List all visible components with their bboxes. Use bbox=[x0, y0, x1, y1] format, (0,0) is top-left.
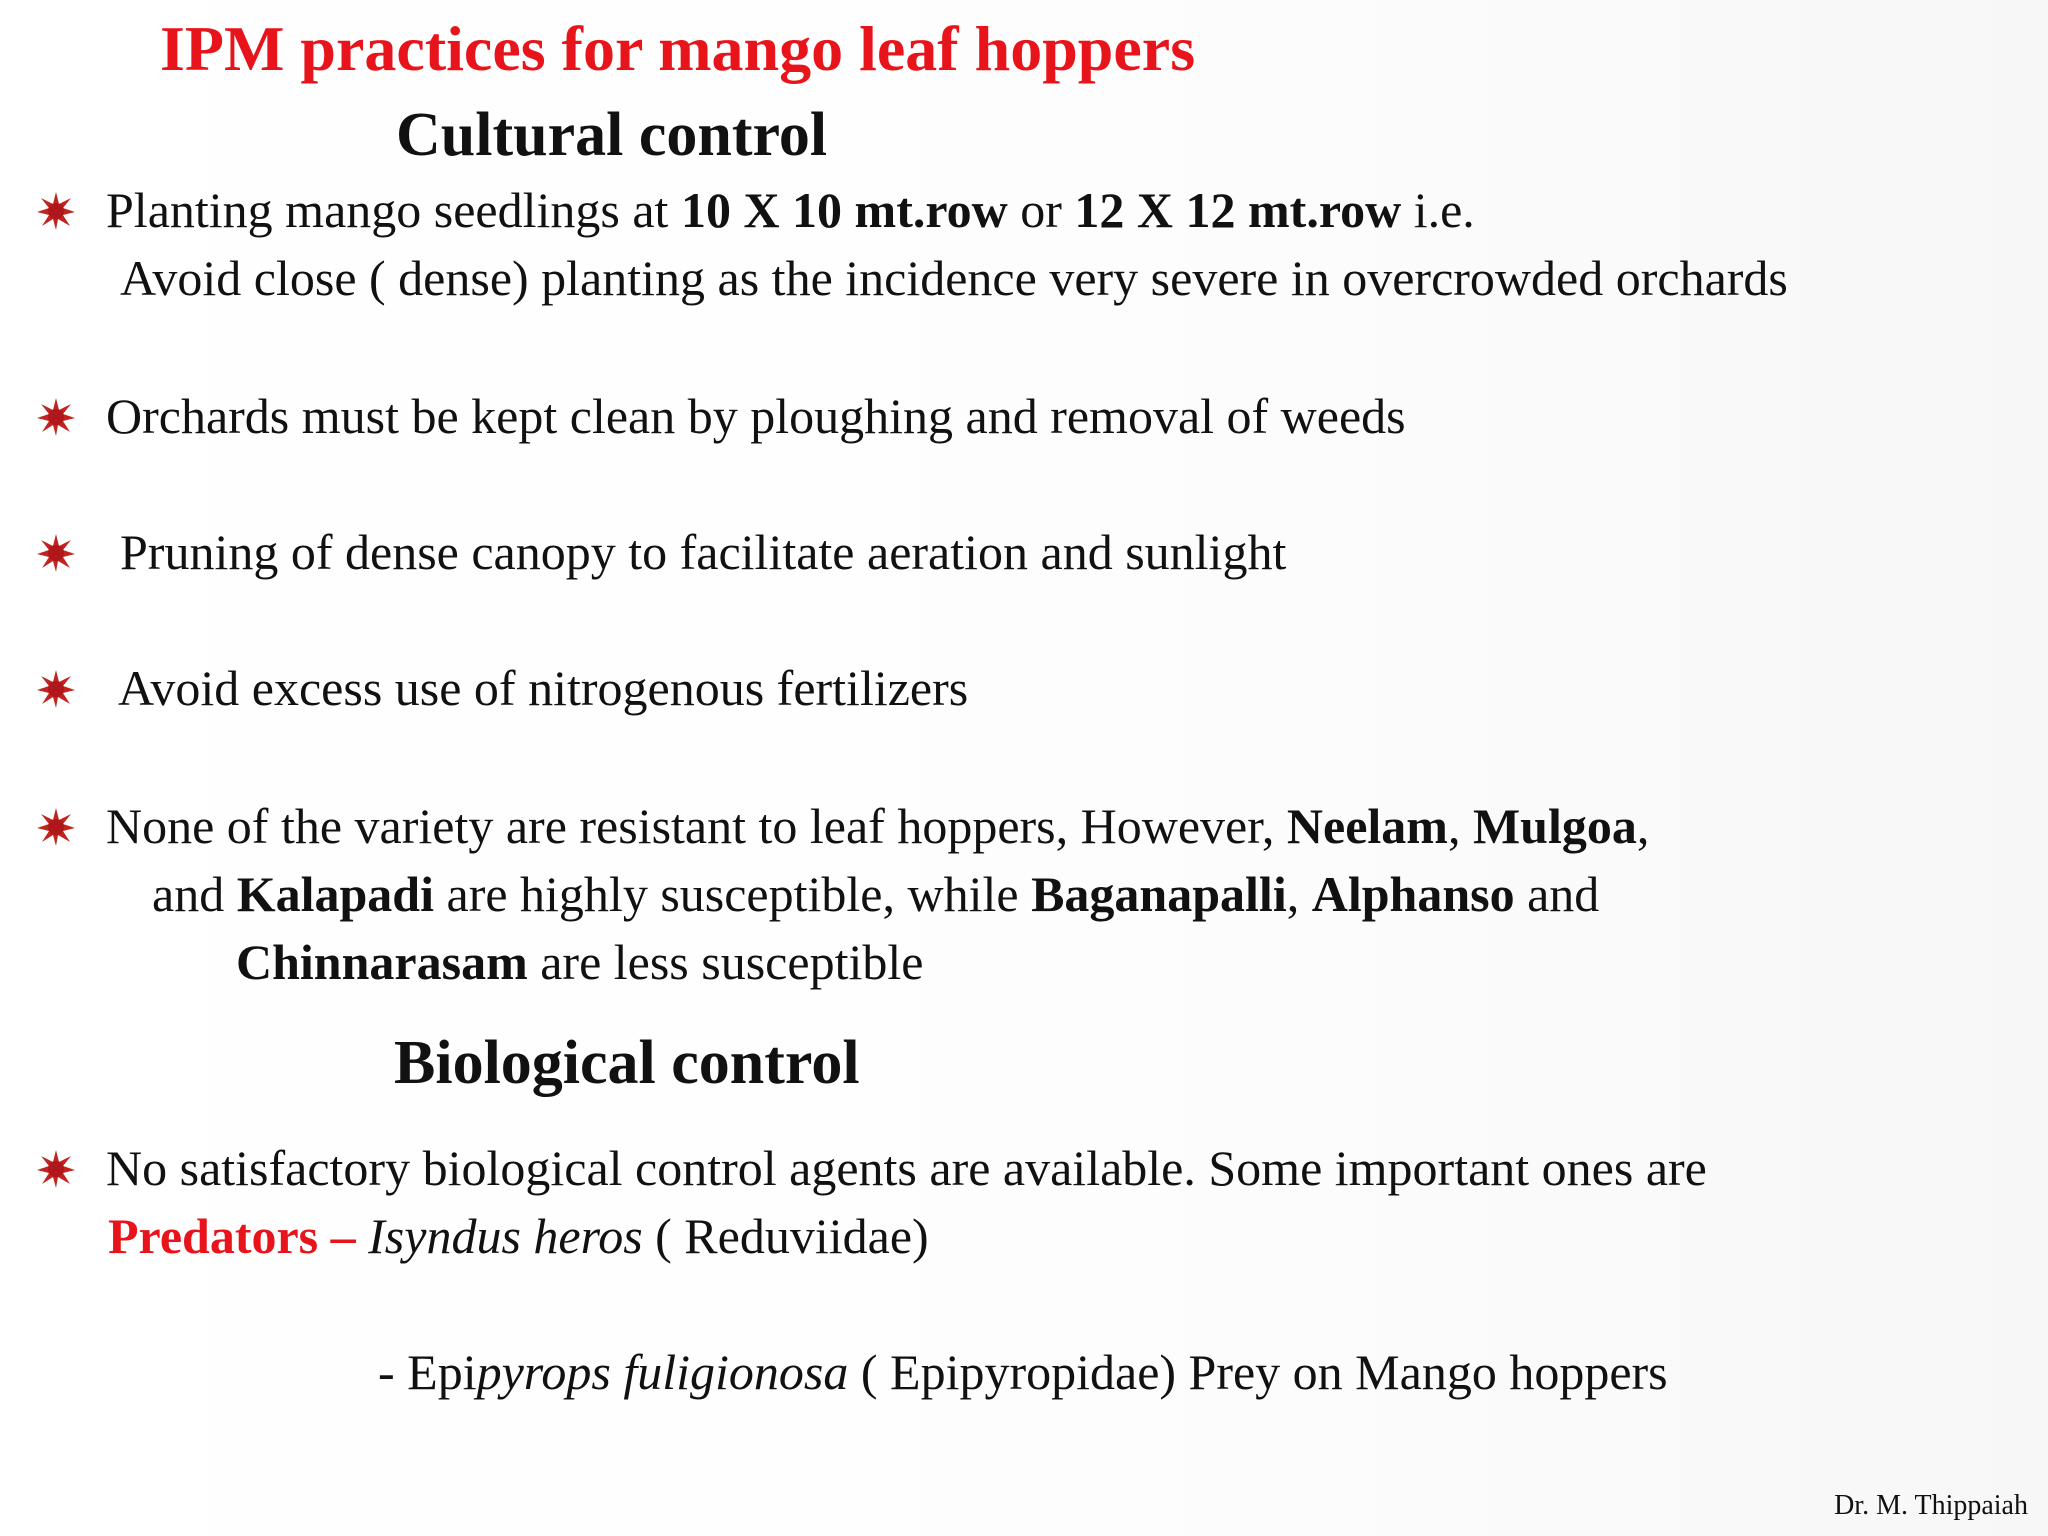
bullet-5-line-3: Chinnarasam are less susceptible bbox=[236, 934, 924, 990]
red-star-bullet-icon bbox=[36, 668, 76, 708]
slide-title: IPM practices for mango leaf hoppers bbox=[160, 13, 1196, 84]
bullet-4-text: Avoid excess use of nitrogenous fertilizers bbox=[118, 660, 969, 716]
bullet-3-text: Pruning of dense canopy to facilitate aeration and sunlight bbox=[120, 524, 1287, 580]
red-star-bullet-icon bbox=[36, 532, 76, 572]
bullet-6-line-1: No satisfactory biological control agents are available. Some important ones are bbox=[106, 1140, 1707, 1196]
bullet-6-line-3: - Epipyrops fuligionosa ( Epipyropidae) Prey on Mango hoppers bbox=[378, 1344, 1668, 1400]
red-star-bullet-icon bbox=[36, 1148, 76, 1188]
bullet-1-line-2: Avoid close ( dense) planting as the incidence very severe in overcrowded orchards bbox=[120, 250, 1788, 306]
predators-label: Predators – bbox=[108, 1208, 369, 1264]
red-star-bullet-icon bbox=[36, 190, 76, 230]
bullet-6-line-2: Predators – Isyndus heros ( Reduviidae) bbox=[108, 1208, 929, 1264]
red-star-bullet-icon bbox=[36, 806, 76, 846]
cultural-control-heading: Cultural control bbox=[396, 101, 828, 169]
bullet-5-line-2: and Kalapadi are highly susceptible, while Baganapalli, Alphanso and bbox=[152, 866, 1600, 922]
author-footer: Dr. M. Thippaiah bbox=[1834, 1490, 2028, 1521]
bullet-5-line-1: None of the variety are resistant to leaf hoppers, However, Neelam, Mulgoa, bbox=[106, 798, 1650, 854]
biological-control-heading: Biological control bbox=[394, 1029, 860, 1097]
red-star-bullet-icon bbox=[36, 396, 76, 436]
bullet-2-text: Orchards must be kept clean by ploughing and removal of weeds bbox=[106, 388, 1406, 444]
bullet-1-line-1: Planting mango seedlings at 10 X 10 mt.row or 12 X 12 mt.row i.e. bbox=[106, 182, 1475, 238]
